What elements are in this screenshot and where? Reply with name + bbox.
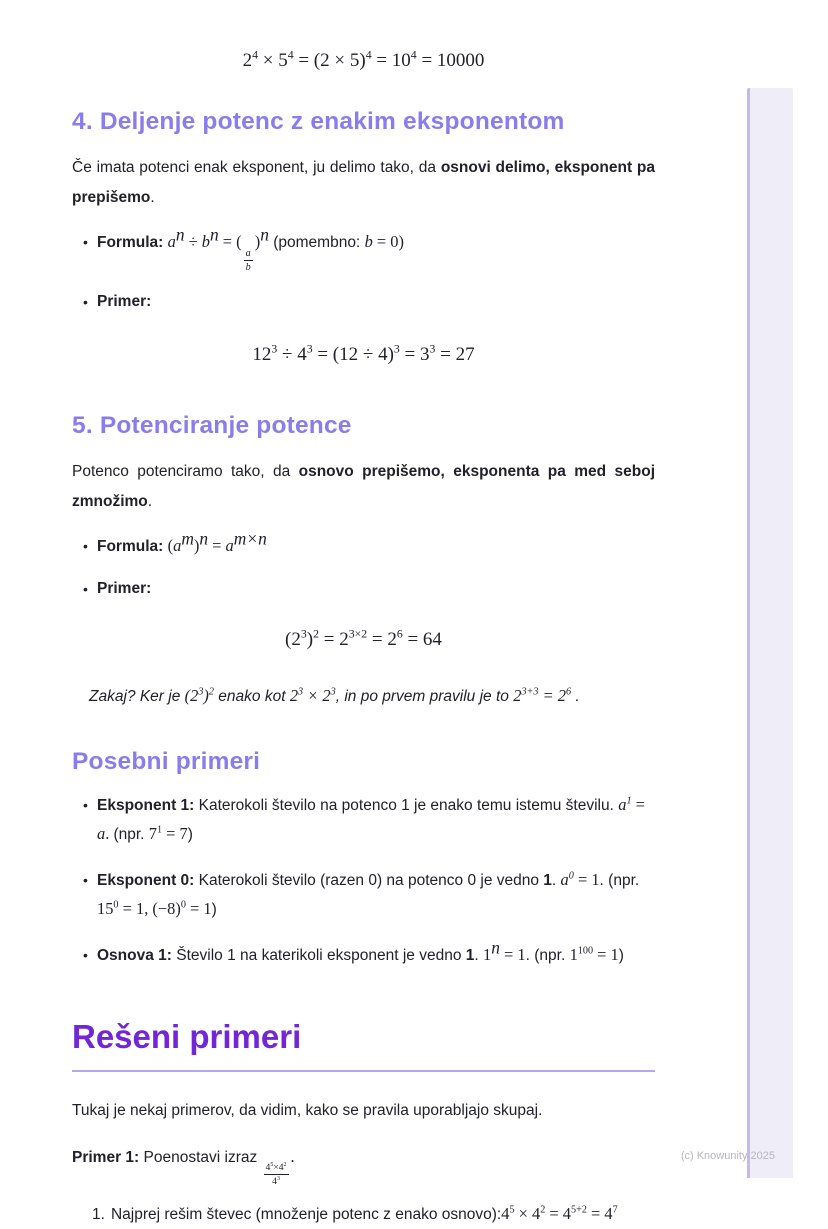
copyright-notice: (c) Knowunity 2025 [680, 1150, 775, 1162]
section-5-paragraph: Potenco potenciramo tako, da osnovo prepišemo, eksponenta pa med seboj zmnožimo. [72, 462, 655, 510]
section-4-paragraph: Če imata potenci enak eksponent, ju delimo tako, da osnovi delimo, eksponent pa prepišemo. [72, 159, 655, 206]
list-item-formula [97, 528, 655, 561]
special-case-text: Osnova 1: Število 1 na katerikoli eksponent je vedno 1. $1^n = 1$. (npr. $1^{100} = 1$) [97, 937, 624, 964]
section-5-bullet-list [72, 528, 655, 603]
list-item-formula [97, 224, 655, 274]
section-5-heading: 5. Potenciranje potence [72, 411, 352, 439]
solution-step-1 [92, 1200, 655, 1229]
primer-label: Primer: [97, 292, 152, 310]
special-case-text: Eksponent 0: Katerokoli število (razen 0) na potenco 0 je vedno 1. $a^0 = 1$. (npr. $15^0 = 1$, $(-8)^0 = 1$) [97, 869, 640, 918]
page [0, 50, 828, 1221]
explanation-note: Zakaj? Ker je $(2^3)^2$ enako kot $2^3 \times 2^3$, in po prvem pravilu je to $2^{3+3} = 2^6$ . [89, 685, 580, 705]
list-item-primer [97, 575, 655, 603]
step-text: Najprej rešim števec (množenje potenc z enako $osnovo):4^5 \times 4^2 = 4^{5+2} = 4^7$ [110, 1203, 618, 1223]
list-item-primer [97, 288, 655, 316]
special-cases-list [72, 791, 655, 970]
step-number: 1. [92, 1205, 105, 1223]
special-case-text: Eksponent 1: Katerokoli število na potenco 1 je enako temu istemu številu. $a^1 = a$. (npr. $7^1 = 7$) [97, 794, 645, 843]
scrollbar[interactable] [747, 88, 793, 1178]
section-4-heading: 4. Deljenje potenc z enakim eksponentom [72, 108, 565, 135]
formula-rule-text: Formula: $(a^m)^n = a^{m\times n}$ [97, 528, 267, 555]
list-item-exponent-1 [97, 791, 655, 849]
primer-1-statement: Primer 1: Poenostavi izraz $\frac{4^5\times 4^2}{4^3}$ . [72, 1146, 295, 1188]
document-content [72, 50, 655, 1229]
section-4-bullet-list [72, 224, 655, 316]
solved-examples-title: Rešeni primeri [72, 1017, 302, 1055]
formula-division-example: $12^3 \div 4^3 = (12 \div 4)^3 = 3^3 = 27$ [252, 342, 475, 365]
list-item-exponent-0 [97, 866, 655, 924]
list-item-base-1 [97, 937, 655, 970]
section-divider [72, 1070, 655, 1072]
special-cases-heading: Posebni primeri [72, 747, 261, 775]
primer-label: Primer: [97, 579, 152, 597]
formula-power-example: $(2^3)^2 = 2^{3\times 2} = 2^6 = 64$ [285, 627, 442, 650]
formula-rule-text: Formula: $a^n \div b^n$ = ( $\frac{a}{b}$ )$^n$ (pomembno: b = 0) [97, 224, 404, 274]
formula-product-equal-exponent: $2^4 \times 5^4 = (2 \times 5)^4 = 10^4 = 10000$ [242, 48, 485, 71]
solved-intro-paragraph: Tukaj je nekaj primerov, da vidim, kako se pravila uporabljajo skupaj. [72, 1101, 543, 1119]
